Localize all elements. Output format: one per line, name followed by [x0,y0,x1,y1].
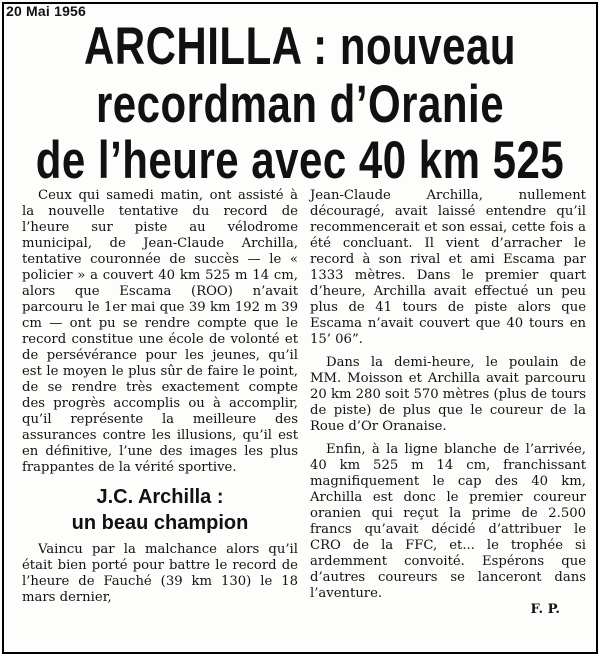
subheading-line-1: J.C. Archilla : [96,486,224,508]
headline-line-2: recordman d’Oranie [95,74,505,133]
article-paragraph: Dans la demi-heure, le poulain de MM. Moisson et Archilla avait parcouru 20 km 280 soit 570 mètres (plus de tours de piste) de plus que le coureur de la Roue d’Or Oranaise. [310,355,586,434]
article-column-right [310,188,586,618]
article-paragraph: Ceux qui samedi matin, ont assisté à la nouvelle tentative du record de l’heure sur piste au vélodrome municipal, de Jean-Claude Archilla, tentative couronnée de succès — le « policier » a couvert 40 km 525 m 14 cm, alors que Escama (ROO) n’avait parcouru le 1er mai que 39 km 192 m 39 cm — ont pu se rendre compte que le record constitue une école de volonté et de persévérance pour les jeunes, qu’il est le moyen le plus sûr de faire le point, de se rendre très exactement compte des progrès accomplis ou à accomplir, qu’il représente la meilleure des assurances contre les illusions, qu’il est en définitive, l’une des images les plus frappantes de la vérité sportive. [22,188,298,475]
subheading [22,484,298,536]
author-signature: F. P. [530,602,560,617]
headline-line-3: de l’heure avec 40 km 525 [35,130,565,189]
subheading-line-2: un beau champion [71,512,249,534]
dateline: 20 Mai 1956 [6,3,87,19]
article-column-left [22,188,298,606]
article-paragraph: Vaincu par la malchance alors qu’il était bien porté pour battre le record de l’heure de Fauché (39 km 130) le 18 mars dernier, [22,542,298,605]
headline-line-1: ARCHILLA : nouveau [83,16,517,75]
article-paragraph: Enfin, à la ligne blanche de l’arrivée, 40 km 525 m 14 cm, franchissant magnifiquement le cap des 40 km, Archilla est donc le premier coureur oranien qui reçut la prime de 2.500 francs qu’avait décidé d’attribuer le CRO de la FFC, et... le trophée si ardemment convoité. Espérons que d’autres coureurs se lanceront dans l’aventure. [310,442,586,601]
article-paragraph: Jean-Claude Archilla, nullement découragé, avait laissé entendre qu’il recommencerait et son essai, cette fois a été concluant. Il vient d’arracher le record à son rival et ami Escama par 1333 mètres. Dans le premier quart d’heure, Archilla avait effectué un peu plus de 41 tours de piste alors que Escama n’avait couvert que 40 tours en 15’ 06”. [310,188,586,347]
